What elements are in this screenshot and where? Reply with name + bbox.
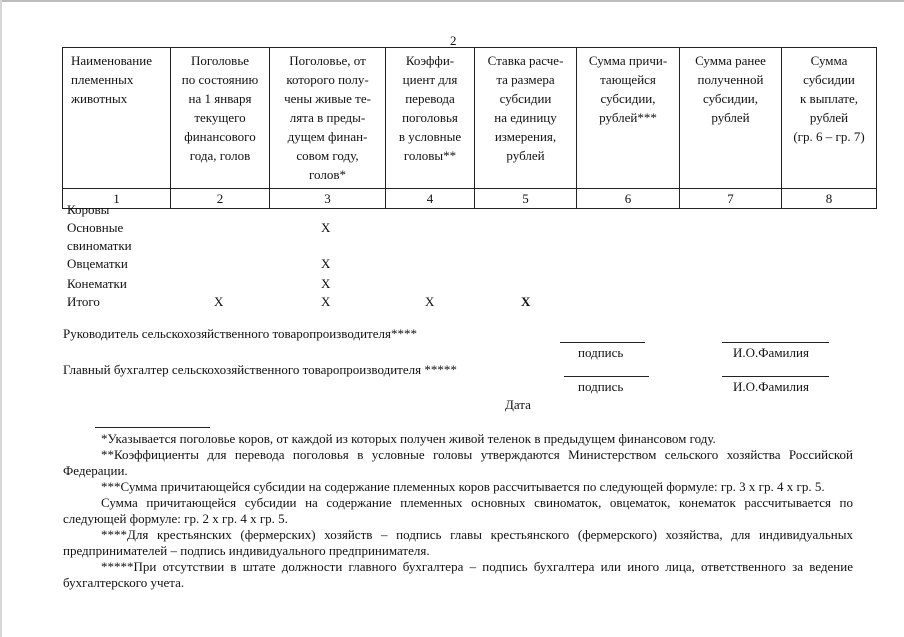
page-number: 2 <box>450 33 457 48</box>
signature-line <box>560 342 645 343</box>
row-label-mares: Конематки <box>67 276 127 291</box>
column-header-rate <box>475 48 577 189</box>
row-label-line: свиноматки <box>67 238 132 253</box>
signature-caption: подпись <box>578 345 624 360</box>
row-mark-x: X <box>321 294 331 309</box>
column-header-animal-name <box>63 48 171 189</box>
header-line: финансового <box>184 129 256 144</box>
column-number: 8 <box>782 189 877 209</box>
name-line <box>722 342 829 343</box>
header-line: в условные <box>398 129 462 144</box>
footnotes <box>63 431 853 591</box>
signature-line <box>564 376 649 377</box>
header-line: которого полу- <box>286 72 369 87</box>
footnote: ****Для крестьянских (фермерских) хозяйств – подпись главы крестьянского (фермерского) хозяйства, для индивидуальных предпринимателей – подпись индивидуального предпринимателя. <box>63 527 853 558</box>
column-number: 1 <box>63 189 171 209</box>
header-line: Ставка расче- <box>487 53 564 68</box>
column-number: 3 <box>270 189 386 209</box>
header-line: к выплате, <box>799 91 859 106</box>
header-line: тающейся <box>600 72 656 87</box>
name-caption: И.О.Фамилия <box>733 379 809 394</box>
row-mark-x: X <box>521 294 531 309</box>
header-line: Сумма ранее <box>695 53 766 68</box>
column-number: 4 <box>386 189 475 209</box>
header-line: текущего <box>194 110 246 125</box>
header-line: Сумма причи- <box>588 53 668 68</box>
column-number: 2 <box>171 189 270 209</box>
header-line: головы** <box>403 148 457 163</box>
header-line: лята в преды- <box>289 110 366 125</box>
footnote: **Коэффициенты для перевода поголовья в условные головы утверждаются Министерством сельского хозяйства Российской Федерации. <box>63 447 853 478</box>
scan-edge-left <box>0 0 2 637</box>
header-line: субсидии, <box>702 91 759 106</box>
header-line: чены живые те- <box>284 91 371 106</box>
header-line: субсидии, <box>600 91 656 106</box>
row-mark-x: X <box>321 220 331 235</box>
footnote: ***Сумма причитающейся субсидии на содержание племенных коров рассчитывается по следующей формуле: гр. 3 х гр. 4 х гр. 5. <box>101 479 825 494</box>
column-header-subsidy-due <box>577 48 680 189</box>
column-header-coefficient <box>386 48 475 189</box>
header-line: Наименование <box>71 53 152 68</box>
column-header-subsidy-received <box>680 48 782 189</box>
header-line: рублей <box>711 110 750 125</box>
header-line: Поголовье <box>190 53 250 68</box>
date-label: Дата <box>505 397 531 412</box>
header-line: та размера <box>496 72 555 87</box>
head-signature-label: Руководитель сельскохозяйственного товаропроизводителя**** <box>63 326 417 341</box>
accountant-signature-label: Главный бухгалтер сельскохозяйственного товаропроизводителя ***** <box>63 362 457 377</box>
header-line: субсидии <box>499 91 552 106</box>
header-line: по состоянию <box>181 72 259 87</box>
row-mark-x: X <box>214 294 224 309</box>
row-label-cows: Коровы <box>67 202 110 217</box>
row-mark-x: X <box>425 294 435 309</box>
row-mark-x: X <box>321 276 331 291</box>
column-header-subsidy-payable <box>782 48 877 189</box>
column-header-head-count-jan1 <box>171 48 270 189</box>
row-label-total: Итого <box>67 294 100 309</box>
header-line: (гр. 6 – гр. 7) <box>793 129 865 144</box>
footnote: Сумма причитающейся субсидии на содержание племенных основных свиноматок, овцематок, конематок рассчитывается по следующей формуле: гр. 2 х гр. 4 х гр. 5. <box>63 495 853 526</box>
column-number: 5 <box>475 189 577 209</box>
column-number: 7 <box>680 189 782 209</box>
column-number: 6 <box>577 189 680 209</box>
header-line: голов* <box>309 167 346 182</box>
subsidy-table <box>62 47 877 209</box>
row-mark-x: X <box>321 256 331 271</box>
name-line <box>722 376 829 377</box>
header-line: на 1 января <box>188 91 252 106</box>
column-header-calves-head-count <box>270 48 386 189</box>
signature-caption: подпись <box>578 379 624 394</box>
header-row <box>63 48 877 189</box>
header-line: рублей <box>506 148 545 163</box>
header-line: перевода <box>405 91 455 106</box>
header-line: дущем финан- <box>287 129 368 144</box>
footnote: *****При отсутствии в штате должности главного бухгалтера – подпись бухгалтера или иного лица, ответственного за ведение бухгалтерского учета. <box>63 559 853 590</box>
footnote-separator <box>95 427 210 428</box>
header-line: на единицу <box>494 110 557 125</box>
header-line: полученной <box>697 72 764 87</box>
header-line: племенных <box>71 72 134 87</box>
header-line: рублей <box>809 110 849 125</box>
row-label-ewes: Овцематки <box>67 256 128 271</box>
scan-edge-top <box>0 0 904 2</box>
header-line: субсидии <box>803 72 855 87</box>
header-line: рублей*** <box>599 110 657 125</box>
header-line: поголовья <box>402 110 458 125</box>
header-line: Поголовье, от <box>289 53 366 68</box>
header-line: совом году, <box>296 148 359 163</box>
header-line: Коэффи- <box>405 53 455 68</box>
column-number-row <box>63 189 877 209</box>
header-line: измерения, <box>494 129 557 144</box>
header-line: животных <box>71 91 128 106</box>
footnote: *Указывается поголовье коров, от каждой из которых получен живой теленок в предыдущем финансовом году. <box>101 431 716 446</box>
header-line: циент для <box>402 72 458 87</box>
row-label-line: Основные <box>67 220 124 235</box>
header-line: года, голов <box>189 148 251 163</box>
name-caption: И.О.Фамилия <box>733 345 809 360</box>
row-label-sows <box>67 219 132 255</box>
header-line: Сумма <box>810 53 848 68</box>
